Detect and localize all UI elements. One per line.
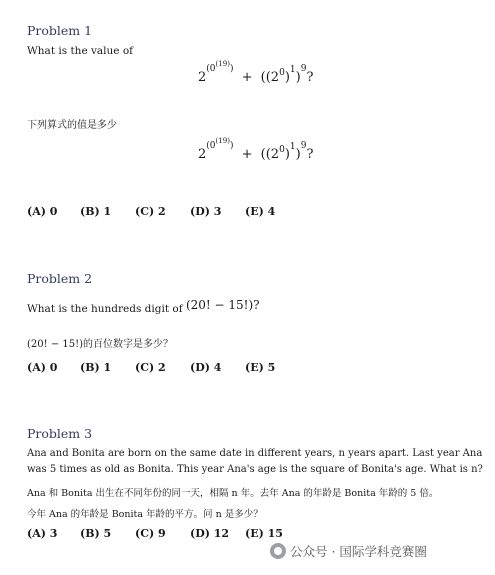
problem-1-question-en: What is the value of (27, 45, 134, 57)
choice-b: (B) 1 (80, 205, 112, 218)
problem-3-cn-line-1: Ana 和 Bonita 出生在不同年份的同一天，相隔 n 年。去年 Ana 的年龄是 Bonita 年龄的 5 倍。 (27, 488, 439, 499)
problem-3-line-1: Ana and Bonita are born on the same date in different years, n years apart. Last year Ana (27, 448, 483, 459)
choice-d: (D) 4 (190, 361, 222, 374)
choice-b: (B) 1 (80, 361, 112, 374)
problem-1-choices (27, 205, 275, 218)
choice-e: (E) 15 (245, 527, 283, 540)
problem-1-heading: Problem 1 (27, 23, 93, 38)
problem-1-expression: $2^{(0^{(19)})} + ((2^0)^1)^9$? (198, 60, 314, 85)
choice-c: (C) 2 (135, 361, 166, 374)
choice-a: (A) 0 (27, 361, 58, 374)
choice-d: (D) 3 (190, 205, 222, 218)
problem-2-choices (27, 361, 275, 374)
wechat-icon (270, 543, 286, 559)
watermark: 公众号 · 国际学科竞赛圈 (270, 542, 427, 560)
problem-2-heading: Problem 2 (27, 271, 93, 286)
choice-c: (C) 9 (135, 527, 166, 540)
problem-1-question-cn: 下列算式的值是多少 (27, 120, 117, 131)
choice-c: (C) 2 (135, 205, 166, 218)
choice-e: (E) 5 (245, 361, 276, 374)
choice-d: (D) 12 (190, 527, 230, 540)
choice-a: (A) 3 (27, 527, 58, 540)
problem-3-cn-line-2: 今年 Ana 的年龄是 Bonita 年龄的平方。问 n 是多少？ (27, 509, 263, 520)
problem-3-line-2: was 5 times as old as Bonita. This year Ana's age is the square of Bonita's age. What is n? (27, 464, 483, 475)
choice-e: (E) 4 (245, 205, 276, 218)
choice-b: (B) 5 (80, 527, 112, 540)
problem-1-expression-cn: $2^{(0^{(19)})} + ((2^0)^1)^9$? (198, 137, 314, 162)
problem-2-question-en: What is the hundreds digit of (20! − 15!)? (27, 298, 260, 315)
problem-3-choices (27, 527, 283, 540)
choice-a: (A) 0 (27, 205, 58, 218)
problem-3-heading: Problem 3 (27, 426, 93, 441)
problem-2-question-cn: (20! − 15!)的百位数字是多少？ (27, 339, 174, 350)
problem-2-expression: (20! − 15!)? (185, 298, 260, 312)
